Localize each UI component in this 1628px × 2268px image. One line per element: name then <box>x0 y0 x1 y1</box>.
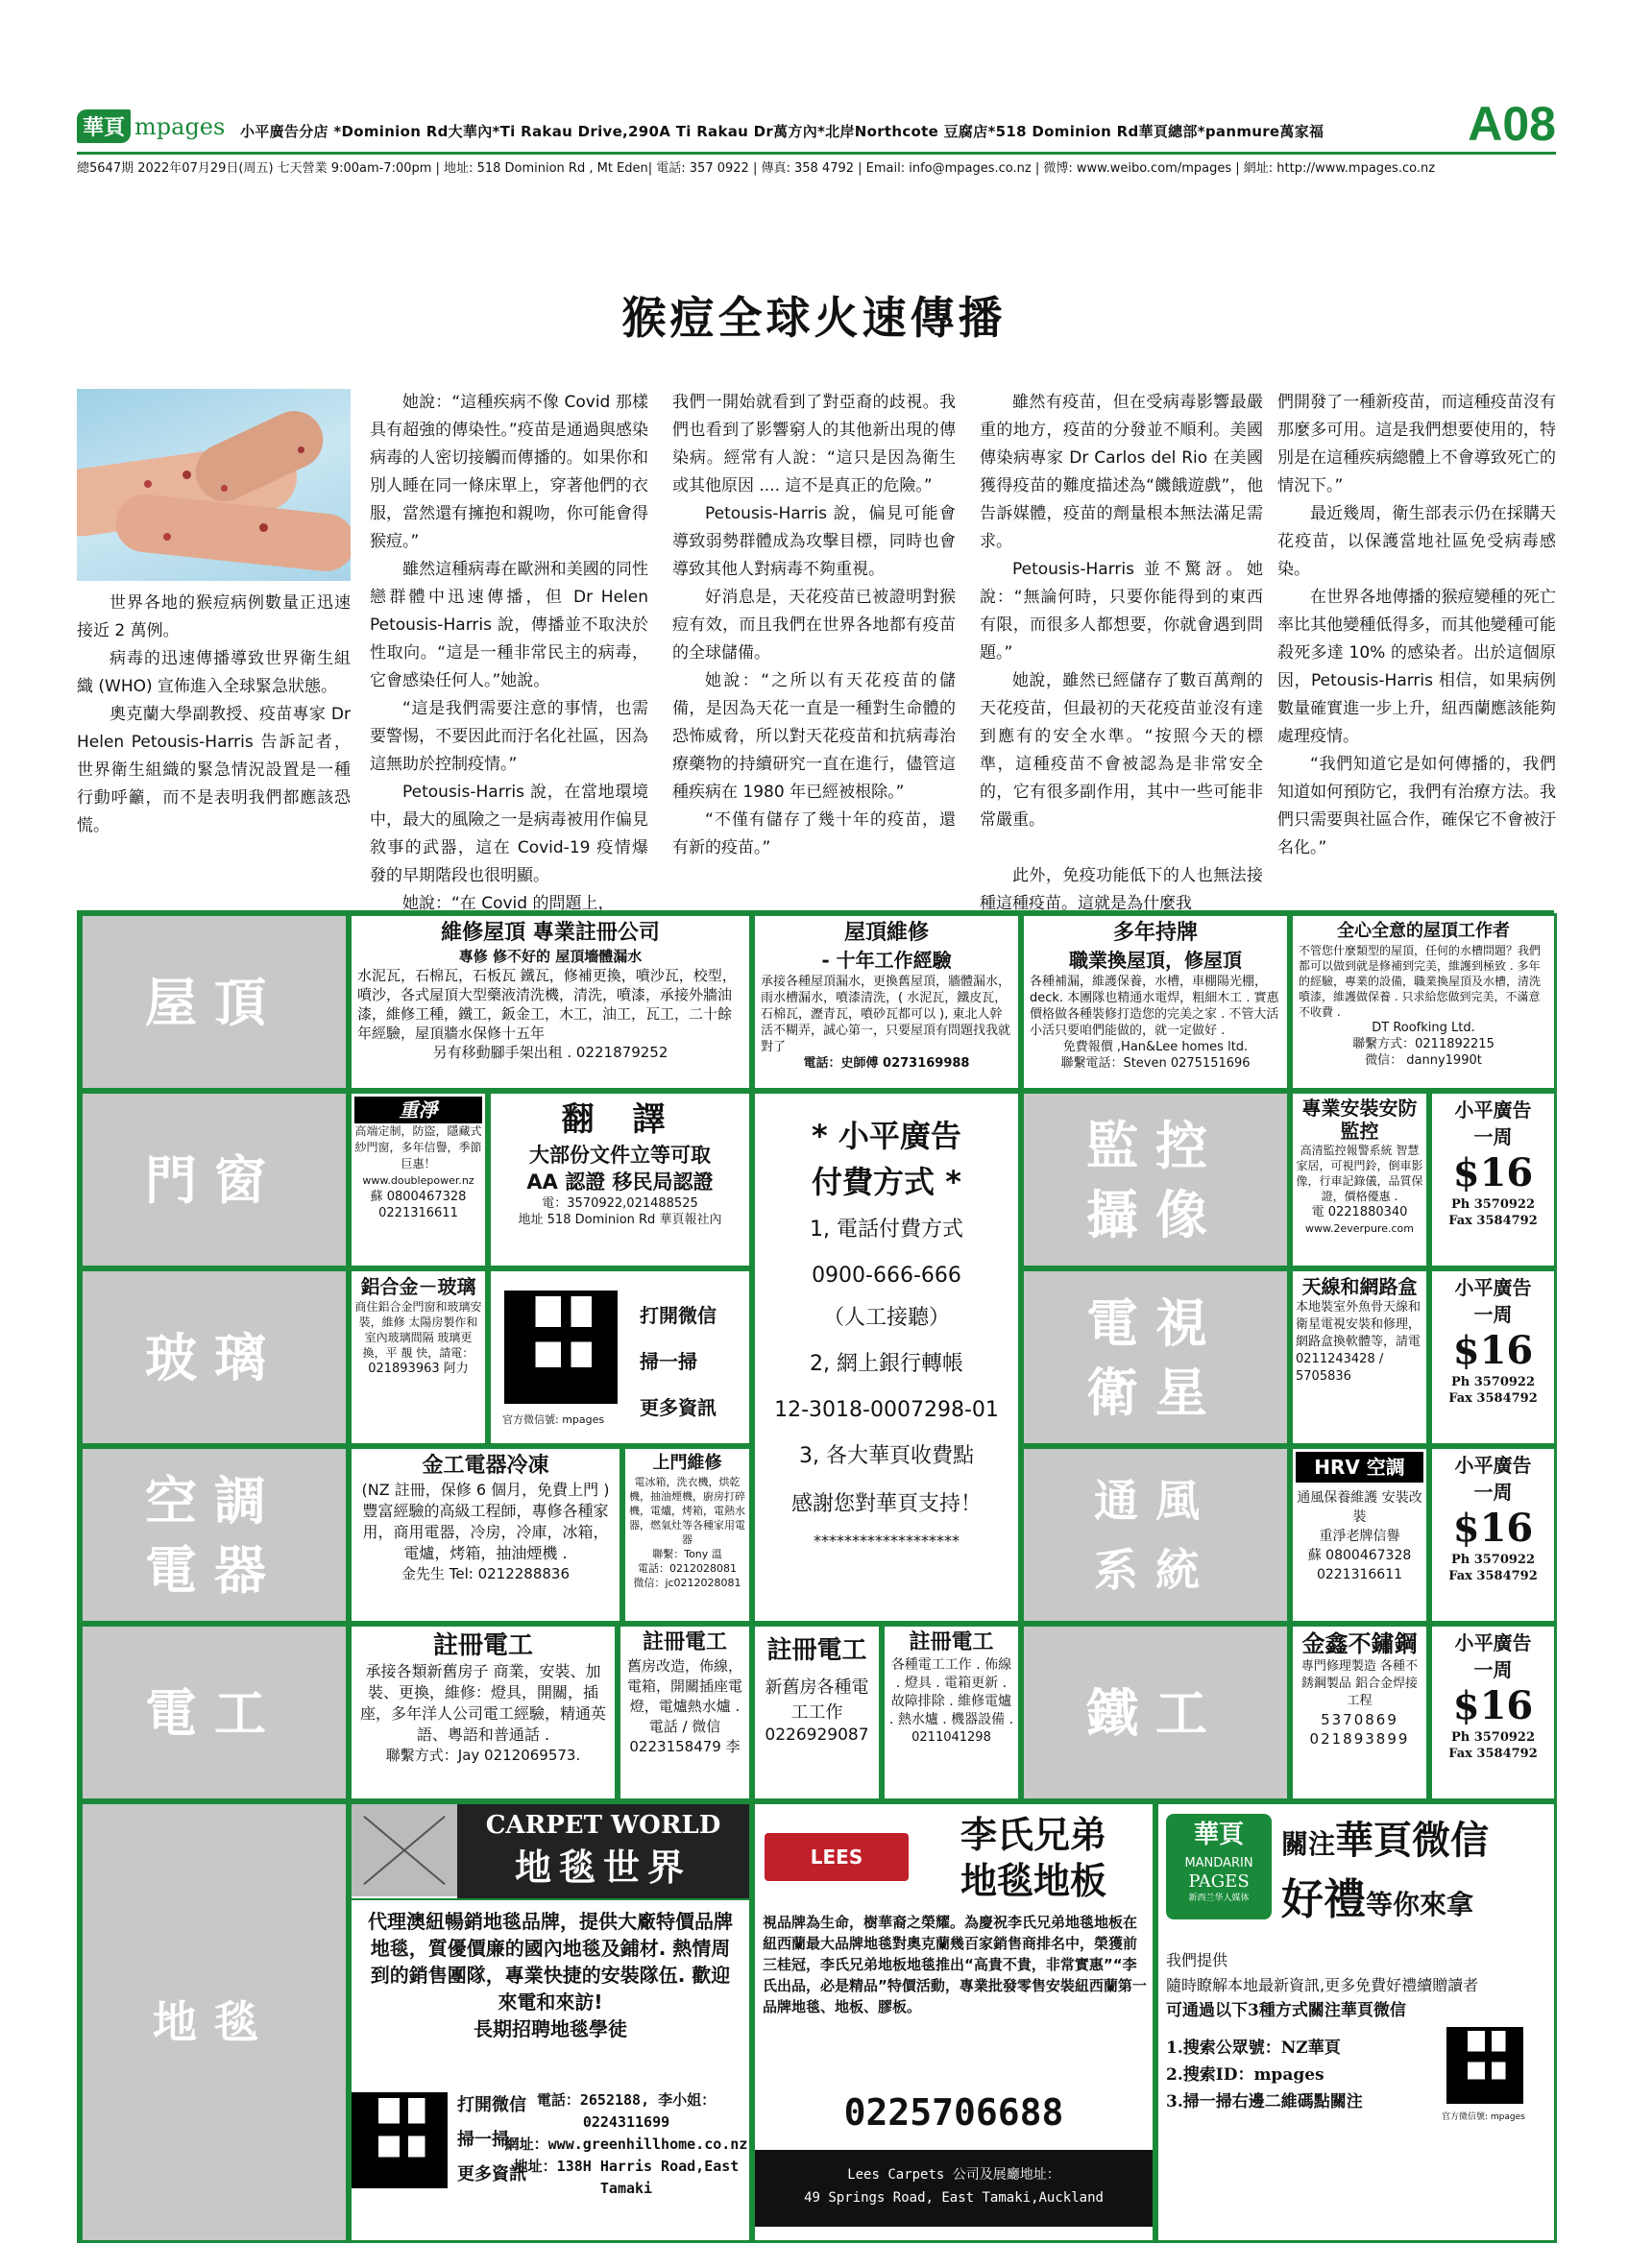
price-phone: Ph 3570922 <box>1450 1197 1536 1212</box>
ad-body: 高端定制，防盜，隱藏式紗門窗，多年信譽，季節巨惠！ <box>354 1124 482 1170</box>
ad-body: 高清監控報警系統 智慧家居，可視門鈴，倒車影像，行車記錄儀，品質保證，價格優惠 . <box>1296 1144 1423 1203</box>
pay-bank-account: 12-3018-0007298-01 <box>774 1398 999 1422</box>
price-period: 一周 <box>1473 1481 1513 1504</box>
category-ironwork: 鐵工 <box>1021 1624 1290 1801</box>
paragraph: 在世界各地傳播的猴痘變種的死亡率比其他變種低得多，而其他變種可能殺死多達 10% 的感染者。出於這個原因，Petousis-Harris 相信，如果病例數量確實進一步上升，紐西蘭應該能夠處理疫情。 <box>1277 588 1556 746</box>
ad-title: 屋頂維修 <box>843 921 929 945</box>
ad-phone: 0221316611 <box>378 1206 458 1220</box>
ad-body: 舊房改造，佈線，電箱，開關插座電燈，電爐熱水爐 . 電話 / 微信 <box>626 1657 742 1735</box>
ad-title: 金鑫不鏽鋼 <box>1301 1630 1418 1657</box>
price-label: 小平廣告 <box>1454 1454 1532 1477</box>
paragraph: 她說：“之所以有天花疫苗的儲備，是因為天花一直是一種對生命體的恐怖威脅，所以對天花疫苗和抗病毒治療藥物的持續研究一直在進行，儘管這種疾病在 1980 年已經被根除。” <box>672 671 956 802</box>
ad-phone: 電：3570922,021488525 <box>542 1196 698 1211</box>
qr-caption: 官方微信號: mpages <box>1442 2112 1525 2122</box>
page-number: A08 <box>1468 97 1556 151</box>
paragraph: 奧克蘭大學副教授、疫苗專家 Dr Helen Petousis-Harris 告訴記者，世界衛生組織的緊急情況設置是一種行動呼籲，而不是表明我們都應該恐慌。 <box>77 705 351 835</box>
wx-step: 1.搜索公眾號：NZ華頁 <box>1166 2039 1341 2058</box>
ad-electrician-jay <box>349 1624 618 1801</box>
ad-phone: 0226929087 <box>765 1725 869 1745</box>
ad-small-price <box>1429 1446 1557 1624</box>
ad-company: 免費報價 ,Han&Lee homes ltd. <box>1062 1040 1249 1054</box>
carpet-logo-icon <box>352 1804 457 1896</box>
article-column-2 <box>370 389 648 918</box>
ad-phone: 電話：史師傅 0273169988 <box>803 1056 970 1071</box>
price-value: $16 <box>1452 1150 1534 1195</box>
branch-list: 小平廣告分店 *Dominion Rd大華內*Ti Rakau Drive,290A Ti Rakau Dr萬方內*北岸Northcote 豆腐店*518 Dominion Rd華頁總部*panmure萬家福 <box>240 123 1324 140</box>
ad-appliance-refrigeration <box>349 1446 622 1624</box>
ad-title: 翻 譯 <box>561 1100 679 1139</box>
carpet-brand-en: CARPET WORLD <box>485 1811 721 1840</box>
category-tv: 電視 衛星 <box>1021 1268 1290 1446</box>
ad-body: 代理澳紐暢銷地毯品牌，提供大廠特價品牌地毯，質優價廉的國內地毯及鋪材. 熱情周到的銷售團隊，專業快捷的安裝隊伍. 歡迎來電和來訪! <box>368 1910 733 2014</box>
ad-lees-carpets <box>752 1801 1155 2243</box>
ad-roof-worker <box>1290 913 1557 1091</box>
ad-brand: 重淨 <box>354 1097 482 1123</box>
wx-text: 關注 <box>1281 1828 1336 1860</box>
paragraph: Petousis-Harris 說，偏見可能會導致弱勢群體成為攻擊目標，同時也會導致其他人對病毒不夠重視。 <box>672 504 956 579</box>
carpet-brand-cn: 地毯世界 <box>514 1846 692 1889</box>
paragraph: “這是我們需要注意的事情，也需要警惕，不要因此而汙名化社區，因為這無助於控制疫情。” <box>370 699 648 774</box>
ad-title: 金工電器冷凍 <box>422 1454 549 1478</box>
pay-method-office: 3, 各大華頁收費點 <box>799 1444 974 1468</box>
ad-roof-repair <box>349 913 752 1091</box>
paragraph: 世界各地的猴痘病例數量正迅速接近 2 萬例。 <box>77 593 351 640</box>
ad-body: 不管您什麼類型的屋頂，任何的水槽問題？我們都可以做到就是修補到完美，維護到極致 . 多年的經驗，專業的設備，職業換屋頂及水槽，清洗噴漆，維護做保養 . 只求給您做到完美，不滿意不收費 . <box>1299 944 1542 1019</box>
qr-code-icon[interactable] <box>352 2092 448 2188</box>
ad-title: 註冊電工 <box>642 1630 727 1654</box>
category-roof: 屋頂 <box>80 913 349 1091</box>
ad-title: 付費方式 * <box>812 1164 961 1200</box>
ad-hrv <box>1290 1446 1429 1624</box>
ad-phone: 021893899 <box>1309 1730 1410 1748</box>
paragraph: 她說：“在 Covid 的問題上， <box>402 894 615 913</box>
article-column-1 <box>77 590 351 840</box>
ad-mpages-wechat <box>1155 1801 1557 2243</box>
ad-payment-methods <box>752 1091 1021 1624</box>
logo-chinese: 華頁 <box>77 109 131 143</box>
wx-text: 我們提供 <box>1166 1951 1228 1969</box>
ad-title: 天線和網路盒 <box>1301 1275 1418 1298</box>
ad-body: 各種補漏，維護保養，水槽，車棚陽光棚，deck. 本團隊也精通水電焊，粗細木工 . 實惠價格做各種裝修打造您的完美之家 . 不管大活小活只要咱們能做的，就一定做好 . <box>1030 975 1279 1038</box>
ad-body: 商住鋁合金門窗和玻璃安裝，維修 太陽房製作和室內玻璃間隔 玻璃更換，平 靚 快，請電： <box>354 1300 482 1360</box>
ad-title: 專業安裝安防監控 <box>1301 1097 1418 1143</box>
ad-body: (NZ 註冊，保修 6 個月，免費上門 ) 豐富經驗的高級工程師，專修各種家用，商用電器，冷房，冷庫，冰箱，電爐，烤箱，抽油煙機 . <box>361 1481 610 1562</box>
ad-stainless-steel <box>1290 1624 1429 1801</box>
wx-text: 好禮 <box>1281 1875 1366 1924</box>
ad-phone: 021893963 阿力 <box>368 1362 469 1376</box>
ad-body: 新舊房各種電工工作 <box>765 1677 869 1723</box>
ad-phone: 蘇 0800467328 <box>1307 1548 1412 1563</box>
ad-aluminium-glass <box>349 1268 488 1446</box>
wx-text: 隨時瞭解本地最新資訊,更多免費好禮續贈讀者 <box>1166 1976 1479 1994</box>
ad-small-price <box>1429 1091 1557 1268</box>
price-fax: Fax 3584792 <box>1448 1214 1538 1228</box>
ad-roof-maintenance <box>752 913 1021 1091</box>
ad-phone: 聯繫電話：Steven 0275151696 <box>1060 1056 1251 1071</box>
paragraph: 她說，雖然已經儲存了數百萬劑的天花疫苗，但最初的天花疫苗並沒有達到應有的安全水準。“按照今天的標準，這種疫苗不會被認為是非常安全的，它有很多副作用，其中一些可能非常嚴重。 <box>980 671 1263 830</box>
ad-subtitle: 職業換屋頂，修屋頂 <box>1069 949 1242 972</box>
ad-appliance-repair <box>622 1446 752 1624</box>
ad-roof-licensed <box>1021 913 1290 1091</box>
ad-phone: 蘇 0800467328 <box>370 1190 467 1204</box>
ad-title: 註冊電工 <box>909 1630 994 1654</box>
qr-code-icon[interactable] <box>1446 2027 1523 2104</box>
ad-body: 各種電工工作 . 佈線 . 燈具 . 電箱更新 . 故障排除 . 維修電爐 . 熱水爐 . 機器設備 . <box>888 1657 1014 1727</box>
qr-text: 掃一掃 <box>640 1350 697 1373</box>
ad-wechat-qr <box>488 1268 752 1446</box>
paragraph: 病毒的迅速傳播導致世界衛生組織 (WHO) 宣佈進入全球緊急狀態。 <box>77 649 351 696</box>
price-label: 小平廣告 <box>1454 1098 1532 1122</box>
price-phone: Ph 3570922 <box>1450 1375 1536 1389</box>
wx-step: 2.搜索ID：mpages <box>1166 2065 1324 2085</box>
masthead <box>77 96 1556 182</box>
price-label: 小平廣告 <box>1454 1276 1532 1299</box>
article-title: 猴痘全球火速傳播 <box>621 292 1007 344</box>
article-column-5 <box>1277 389 1556 862</box>
category-ventilation: 通風 系統 <box>1021 1446 1290 1624</box>
ad-small-price <box>1429 1624 1557 1801</box>
price-value: $16 <box>1452 1506 1534 1551</box>
category-door: 門窗 <box>80 1091 349 1268</box>
ad-body: 通風保養維護 安裝改裝 <box>1297 1490 1422 1525</box>
qr-text: 更多資訊 <box>457 2164 526 2184</box>
paragraph: “不僅有儲存了幾十年的疫苗，還有新的疫苗。” <box>672 810 956 857</box>
price-fax: Fax 3584792 <box>1448 1569 1538 1583</box>
ad-brand: 重淨老牌信譽 <box>1319 1529 1400 1544</box>
issue-info: 總5647期 2022年07月29日(周五) 七天營業 9:00am-7:00pm | 地址: 518 Dominion Rd , Mt Eden| 電話: 357 0922 | 傳真: 358 4792 | Email: info@mpages.co.nz | 微博: www.weibo.com/mpages | 網址: http://www.mpages.co.nz <box>77 161 1436 176</box>
logo-text: PAGES <box>1188 1871 1250 1892</box>
logo-text: MANDARIN <box>1184 1856 1253 1870</box>
ad-line: 大部份文件立等可取 <box>529 1144 711 1167</box>
ad-subtitle: 專修 修不好的 屋頂墻體漏水 <box>458 948 643 965</box>
paragraph: Petousis-Harris 並不驚訝。她說：“無論何時，只要你能得到的東西有限，而很多人都想要，你就會遇到問題。” <box>980 560 1263 663</box>
category-ac: 空調 電器 <box>80 1446 349 1624</box>
ad-title: 全心全意的屋頂工作者 <box>1337 921 1510 941</box>
price-value: $16 <box>1452 1683 1534 1728</box>
ad-phone: 電 0221880340 <box>1311 1205 1408 1219</box>
price-period: 一周 <box>1473 1303 1513 1326</box>
logo-chinese: 華頁 <box>1193 1821 1244 1849</box>
ad-address: 49 Springs Road, East Tamaki,Auckland <box>804 2190 1104 2206</box>
ad-title: 多年持牌 <box>1112 921 1198 945</box>
price-label: 小平廣告 <box>1454 1631 1532 1654</box>
ad-phone: 聯繫方式：0211892215 <box>1352 1037 1494 1051</box>
ad-tv-antenna <box>1290 1268 1429 1446</box>
qr-text: 掃一掃 <box>457 2130 509 2150</box>
ad-small-price <box>1429 1268 1557 1446</box>
ad-line: AA 認證 移民局認證 <box>526 1170 714 1194</box>
ad-hiring: 長期招聘地毯學徒 <box>474 2017 627 2040</box>
ad-address: 地址 518 Dominion Rd 華頁報社內 <box>518 1213 722 1227</box>
pay-phone-number: 0900-666-666 <box>812 1264 961 1288</box>
header-rule <box>77 152 1556 155</box>
article-photo <box>77 389 351 581</box>
article-column-3 <box>672 389 956 862</box>
ad-phone: 0223158479 李 <box>629 1738 741 1755</box>
ad-door-doublepower <box>349 1091 488 1268</box>
paragraph: Petousis-Harris 說，在當地環境中，最大的風險之一是病毒被用作偏見敘事的武器，這在 Covid-19 疫情爆發的早期階段也很明顯。 <box>370 783 648 885</box>
ad-title: 上門維修 <box>652 1453 722 1473</box>
ad-electrician-general <box>882 1624 1021 1801</box>
ad-title: * 小平廣告 <box>812 1118 961 1154</box>
mpages-logo <box>1166 1814 1272 1919</box>
ad-phone: 金先生 Tel: 0212288836 <box>401 1565 571 1582</box>
ad-body: 水泥瓦，石棉瓦，石板瓦 鐵瓦，修補更換，噴沙瓦，校型，噴沙，各式屋頂大型藥液清洗機，清洗，噴漆，承接外牆油漆，維修工種，鐵工，鈑金工，木工，油工，瓦工，二十餘年經驗，屋頂牆水保修十五年 <box>357 967 737 1042</box>
ad-contact: 聯繫：Tony 溫 <box>652 1548 722 1560</box>
ad-title: 鋁合金－玻璃 <box>360 1275 476 1298</box>
ad-phone: 另有移動腳手架出租 . 0221879252 <box>432 1044 668 1061</box>
ad-electrician-li <box>618 1624 752 1801</box>
ad-body: 承接各種屋頂漏水，更換舊屋頂，牆體漏水，雨水槽漏水，噴漆清洗，( 水泥瓦，鐵皮瓦，石棉瓦，瀝青瓦，噴砂瓦都可以 ), 東北人幹活不糊弄，誠心第一，只要屋頂有問題找我就對了 <box>761 975 1011 1054</box>
ad-subtitle: - 十年工作經驗 <box>821 949 952 972</box>
ad-body: 視品牌為生命，樹華裔之榮耀。為慶祝李氏兄弟地毯地板在紐西蘭最大品牌地毯對奧克蘭幾百家銷售商排名中，榮獲前三桂冠，李氏兄弟地板地毯推出“高貴不貴，非常實惠”“李氏出品，必是精品”特價活動，專業批發零售安裝紐西蘭第一品牌地毯、地板、膠板。 <box>763 1914 1147 2015</box>
ad-phone: 電話：2652188, 李小姐：0224311699 <box>536 2091 717 2131</box>
ad-phone: 聯繫方式：Jay 0212069573. <box>385 1747 581 1764</box>
wx-text: 華頁微信 <box>1335 1818 1490 1863</box>
category-electric: 電工 <box>80 1624 349 1801</box>
pay-thanks: 感謝您對華頁支持！ <box>790 1492 982 1516</box>
classified-ads <box>77 910 1554 2243</box>
mpages-logo <box>77 109 225 148</box>
ad-title: 維修屋頂 專業註冊公司 <box>441 921 660 945</box>
ad-website: www.doublepower.nz <box>362 1174 474 1187</box>
logo-english: mpages <box>134 113 226 140</box>
qr-caption: 官方微信號: mpages <box>502 1413 605 1426</box>
qr-text: 打開微信 <box>640 1304 717 1327</box>
price-fax: Fax 3584792 <box>1448 1391 1538 1406</box>
ad-company: DT Roofking Ltd. <box>1372 1021 1475 1035</box>
ad-cctv <box>1290 1091 1429 1268</box>
category-cctv: 監控 攝像 <box>1021 1091 1290 1268</box>
ad-website[interactable]: 網址：www.greenhillhome.co.nz <box>504 2135 748 2153</box>
wx-text: 可通過以下3種方式關注華頁微信 <box>1166 2001 1406 2020</box>
paragraph: 她說：“這種疾病不像 Covid 那樣具有超強的傳染性。”疫苗是通過與感染病毒的人密切接觸而傳播的。如果你和別人睡在同一條床單上，穿著他們的衣服，當然還有擁抱和親吻，你可能會得猴痘。” <box>370 393 648 551</box>
pay-method-phone: 1, 電話付費方式 <box>810 1218 963 1242</box>
pay-stars: ******************* <box>814 1532 960 1550</box>
category-carpet: 地毯 <box>80 1801 349 2243</box>
paragraph: 最近幾周，衛生部表示仍在採購天花疫苗，以保護當地社區免受病毒感染。 <box>1277 504 1556 579</box>
price-period: 一周 <box>1473 1658 1513 1681</box>
ad-website: www.2everpure.com <box>1304 1222 1415 1235</box>
wx-text: 等你來拿 <box>1366 1889 1474 1920</box>
ad-wechat: 微信： danny1990t <box>1365 1053 1482 1068</box>
paragraph: 我們一開始就看到了對亞裔的歧視。我們也看到了影響窮人的其他新出現的傳染病。經常有人說：“這只是因為衛生或其他原因 .... 這不是真正的危險。” <box>672 393 956 495</box>
ad-phone: 5370869 <box>1321 1711 1398 1728</box>
ad-title: 李氏兄弟 <box>960 1814 1106 1856</box>
ad-phone: 0221316611 <box>1316 1567 1403 1582</box>
paragraph: 雖然有疫苗，但在受病毒影響最嚴重的地方，疫苗的分發並不順利。美國傳染病專家 Dr Carlos del Rio 在美國獲得疫苗的難度描述為“饑餓遊戲”，他告訴媒體，疫苗的劑量根本無法滿足需求。 <box>980 393 1263 551</box>
paragraph: 雖然這種病毒在歐洲和美國的同性戀群體中迅速傳播，但 Dr Helen Petousis-Harris 說，傳播並不取決於性取向。“這是一種非常民主的病毒，它會感染任何人。”她說。 <box>370 560 648 690</box>
ad-address: Lees Carpets 公司及展廳地址： <box>847 2167 1060 2183</box>
carpet-contact <box>502 2089 750 2200</box>
ad-wechat: 微信：jc0212028081 <box>633 1577 741 1589</box>
qr-code-icon[interactable] <box>504 1291 618 1404</box>
price-phone: Ph 3570922 <box>1450 1553 1536 1567</box>
ad-title: 註冊電工 <box>432 1631 533 1660</box>
ad-translation <box>488 1091 752 1268</box>
paragraph: 此外，免疫功能低下的人也無法接種這種疫苗。這就是為什麼我 <box>980 866 1263 913</box>
ad-body: 電冰箱，洗衣機，烘乾機，抽油煙機，廚房打碎機，電爐，烤箱，電熱水器，燃氣灶等各種家用電器 <box>629 1476 745 1546</box>
paragraph: “我們知道它是如何傳播的，我們知道如何預防它，我們有治療方法。我們只需要與社區合作，確保它不會被汙名化。” <box>1277 755 1556 857</box>
ad-phone: 電話：0212028081 <box>638 1562 737 1575</box>
price-phone: Ph 3570922 <box>1450 1730 1536 1745</box>
ad-phone: 0225706688 <box>843 2091 1064 2134</box>
pay-note: （人工接聽） <box>822 1306 950 1330</box>
qr-text: 更多資訊 <box>640 1396 717 1419</box>
lees-logo: LEES CARPETS <box>765 1833 909 1881</box>
price-value: $16 <box>1452 1328 1534 1373</box>
ad-title: 地毯地板 <box>960 1860 1106 1902</box>
ad-phone: 0211041298 <box>911 1730 991 1745</box>
article-column-4 <box>980 389 1263 918</box>
ad-address: 地址：138H Harris Road,East Tamaki <box>513 2158 740 2197</box>
ad-body: 本地裝室外魚骨天線和衛星電視安裝和修理，網路盒換軟體等，請電 0211243428 / 5705836 <box>1296 1300 1421 1384</box>
qr-text: 打開微信 <box>457 2095 526 2115</box>
wx-step: 3.掃一掃右邊二維碼點關注 <box>1166 2092 1363 2111</box>
paragraph: 們開發了一種新疫苗，而這種疫苗沒有那麼多可用。這是我們想要使用的，特別是在這種疾病總體上不會導致死亡的情況下。” <box>1277 393 1556 495</box>
ad-title: HRV 空調 <box>1296 1452 1423 1483</box>
logo-text: 新西兰华人媒体 <box>1188 1894 1250 1903</box>
price-period: 一周 <box>1473 1125 1513 1148</box>
ad-body: 承接各類新舊房子 商業，安裝、加裝、更換，維修：燈具，開關，插座，多年洋人公司電工經驗，精通英語、粵語和普通話 . <box>359 1662 606 1744</box>
ad-electrician-new <box>752 1624 882 1801</box>
ad-body: 專門修理製造 各種不銹鋼製品 鋁合金焊接工程 <box>1300 1659 1419 1708</box>
price-fax: Fax 3584792 <box>1448 1747 1538 1761</box>
paragraph: 好消息是，天花疫苗已被證明對猴痘有效，而且我們在世界各地都有疫苗的全球儲備。 <box>672 588 956 663</box>
category-glass: 玻璃 <box>80 1268 349 1446</box>
ad-title: 註冊電工 <box>766 1636 867 1665</box>
pay-method-bank: 2, 網上銀行轉帳 <box>810 1352 963 1376</box>
